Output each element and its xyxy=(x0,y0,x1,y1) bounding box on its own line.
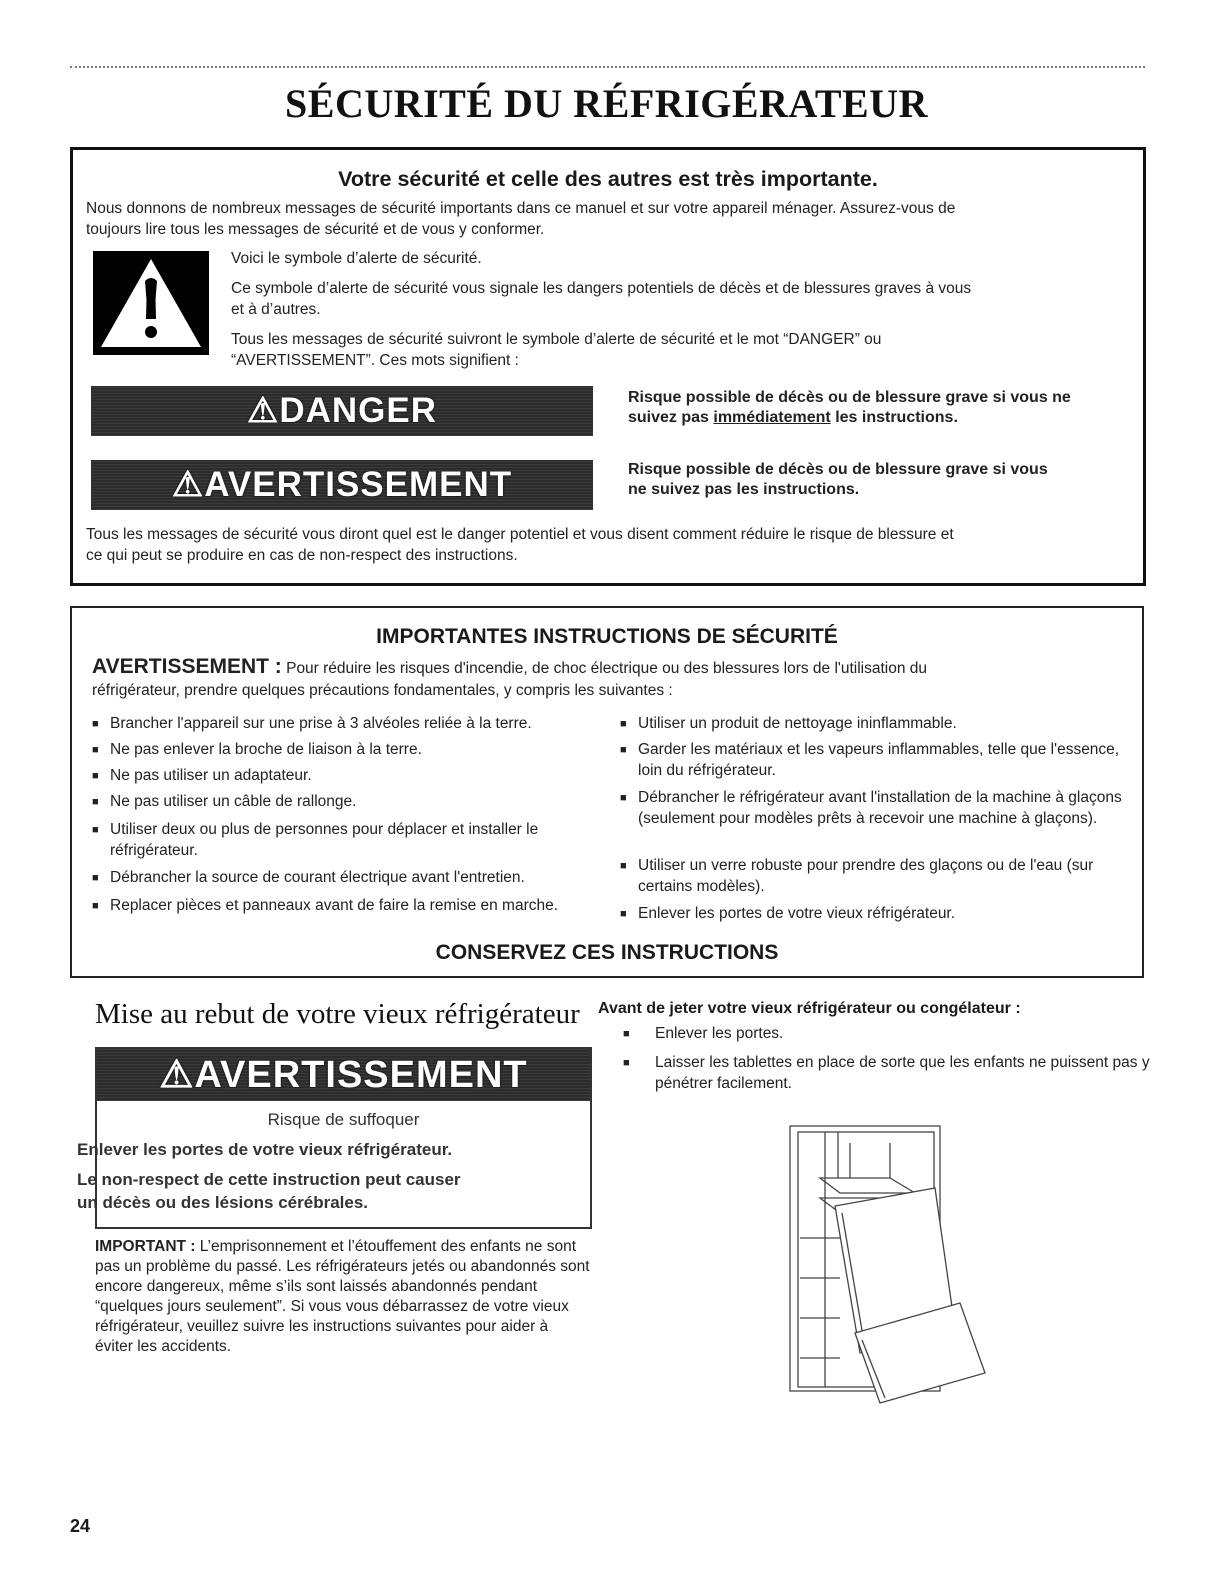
page-title: SÉCURITÉ DU RÉFRIGÉRATEUR xyxy=(285,81,928,126)
refrigerator-illustration xyxy=(780,1118,1000,1408)
hazard-text: Risque de suffoquer xyxy=(267,1110,420,1129)
list-item: ■ Replacer pièces et panneaux avant de faire la remise en marche. xyxy=(92,896,580,917)
list-item: ■ Laisser les tablettes en place de sorte que les enfants ne puissent pas y pénétrer facilement. xyxy=(623,1053,1150,1094)
warning-triangle-icon: ⚠ xyxy=(159,1054,195,1096)
important-paragraph: IMPORTANT : L’emprisonnement et l’étouffement des enfants ne sont pas un problème du passé. Les réfrigérateurs jetés ou abandonnés sont encore dangereux, même s’ils sont laissés abandonnés pendant “quelques jours seulement”. Si vous vous débarrassez de votre vieux réfrigérateur, veuillez suivre les instructions suivantes pour aider à éviter les accidents. xyxy=(95,1238,590,1355)
warning-description: Risque possible de décès ou de blessure grave si vous ne suivez pas les instructions. xyxy=(628,461,1048,498)
list-item: ■ Débrancher la source de courant électrique avant l'entretien. xyxy=(92,868,620,889)
suffocation-warning-box xyxy=(77,1047,592,1229)
list-item: ■ Enlever les portes. xyxy=(623,1024,1155,1045)
danger-banner: ⚠DANGER xyxy=(91,386,593,436)
safety-heading: Votre sécurité et celle des autres est très importante. xyxy=(338,167,878,191)
warning-triangle-icon: ⚠ xyxy=(246,391,280,430)
action-text: Enlever les portes de votre vieux réfrigérateur. xyxy=(77,1140,453,1159)
disposal-title: Mise au rebut de votre vieux réfrigérateur xyxy=(95,998,580,1030)
warning-banner: ⚠AVERTISSEMENT xyxy=(91,460,593,510)
list-item: ■ Ne pas utiliser un câble de rallonge. xyxy=(92,792,620,813)
page-number: 24 xyxy=(70,1516,91,1536)
instructions-footer: CONSERVEZ CES INSTRUCTIONS xyxy=(435,941,779,964)
top-rule xyxy=(70,66,1145,68)
instructions-box xyxy=(70,606,1144,978)
list-item: ■ Ne pas utiliser un adaptateur. xyxy=(92,766,620,787)
list-item: ■ Garder les matériaux et les vapeurs inflammables, telle que l'essence, loin du réfrigérateur. xyxy=(620,740,1138,781)
instructions-warning: AVERTISSEMENT : Pour réduire les risques d'incendie, de choc électrique ou des blessures lors de l'utilisation du réfrigérateur, prendre quelques précautions fondamentales, y compris les suivantes : xyxy=(92,655,928,699)
warning-triangle-icon xyxy=(93,251,209,355)
disposal-right-heading: Avant de jeter votre vieux réfrigérateur ou congélateur : xyxy=(598,1000,1021,1017)
warning-triangle-icon: ⚠ xyxy=(171,465,205,504)
list-item: ■ Utiliser un produit de nettoyage ininflammable. xyxy=(620,714,1138,735)
instructions-heading: IMPORTANTES INSTRUCTIONS DE SÉCURITÉ xyxy=(376,625,838,648)
list-item: ■ Utiliser un verre robuste pour prendre des glaçons ou de l'eau (sur certains modèles). xyxy=(620,856,1118,897)
safety-intro: Nous donnons de nombreux messages de sécurité importants dans ce manuel et sur votre appareil ménager. Assurez-vous de toujours lire tous les messages de sécurité et de vous y conformer. xyxy=(86,200,956,238)
list-item: ■ Enlever les portes de votre vieux réfrigérateur. xyxy=(620,904,1138,925)
disposal-warning-banner: ⚠AVERTISSEMENT xyxy=(97,1049,590,1101)
safety-info-box xyxy=(70,147,1146,586)
list-item: ■ Brancher l'appareil sur une prise à 3 alvéoles reliée à la terre. xyxy=(92,714,620,735)
symbol-text: Voici le symbole d’alerte de sécurité. Ce symbole d’alerte de sécurité vous signale les dangers potentiels de décès et de blessures graves à vous et à d’autres. Tous les messages de sécurité suivront le symbole d’alerte de sécurité et le mot “DANGER” ou “AVERTISSEMENT”. Ces mots signifient : xyxy=(231,250,972,369)
list-item: ■ Ne pas enlever la broche de liaison à la terre. xyxy=(92,740,620,761)
consequence-text: Le non-respect de cette instruction peut causer un décès ou des lésions cérébrales. xyxy=(77,1170,461,1212)
list-item: ■ Utiliser deux ou plus de personnes pour déplacer et installer le réfrigérateur. xyxy=(92,820,620,861)
danger-description: Risque possible de décès ou de blessure grave si vous ne suivez pas immédiatement les instructions. xyxy=(628,389,1071,426)
list-item: ■ Débrancher le réfrigérateur avant l'installation de la machine à glaçons (seulement pour modèles prêts à recevoir une machine à glaçons). xyxy=(620,788,1148,829)
safety-closing: Tous les messages de sécurité vous diront quel est le danger potentiel et vous disent comment réduire le risque de blessure et ce qui peut se produire en cas de non-respect des instructions. xyxy=(86,526,954,564)
